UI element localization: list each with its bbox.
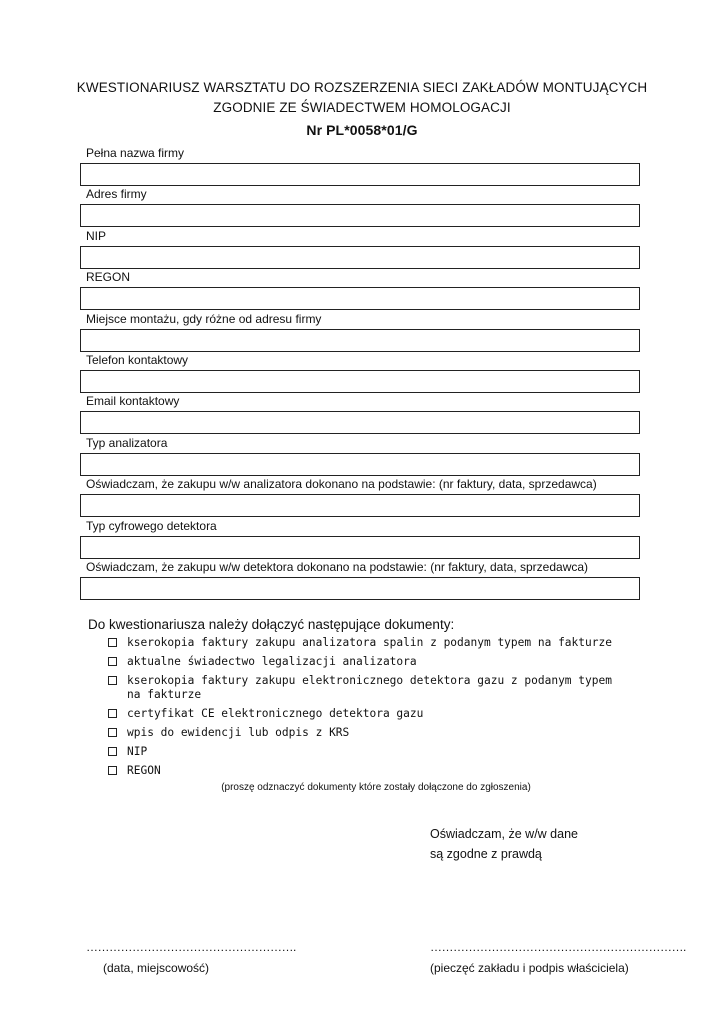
document-number: Nr PL*0058*01/G	[306, 122, 418, 138]
form-field	[80, 560, 640, 600]
field-input-box[interactable]	[80, 411, 640, 434]
document-checklist-item	[108, 674, 648, 702]
field-label: Oświadczam, że zakupu w/w analizatora dokonano na podstawie: (nr faktury, data, sprzedawca)	[86, 477, 597, 492]
field-input-box[interactable]	[80, 536, 640, 559]
document-checklist-item	[108, 707, 648, 721]
document-item-label: kserokopia faktury zakupu elektronicznego detektora gazu z podanym typem na fakturze	[127, 674, 612, 701]
field-label: Telefon kontaktowy	[86, 353, 189, 367]
form-field	[80, 146, 640, 186]
document-item-label: aktualne świadectwo legalizacji analizatora	[127, 655, 417, 668]
form-field	[80, 187, 640, 227]
field-input-box[interactable]	[80, 329, 640, 352]
checkbox-icon[interactable]	[108, 709, 117, 718]
document-item-label: certyfikat CE elektronicznego detektora gazu	[127, 707, 424, 720]
field-label: Oświadczam, że zakupu w/w detektora dokonano na podstawie: (nr faktury, data, sprzedawca)	[86, 560, 589, 574]
checkbox-icon[interactable]	[108, 638, 117, 647]
field-label: Email kontaktowy	[86, 394, 180, 409]
form-field	[80, 270, 640, 310]
field-input-box[interactable]	[80, 246, 640, 269]
checkbox-icon[interactable]	[108, 676, 117, 685]
declaration-line-2: są zgodne z prawdą	[430, 847, 542, 861]
document-checklist-item	[108, 726, 648, 740]
field-label: Adres firmy	[86, 187, 147, 202]
checkbox-icon[interactable]	[108, 747, 117, 756]
document-checklist-item	[108, 745, 648, 759]
date-place-caption: (data, miejscowość)	[103, 961, 210, 975]
date-place-signature-line: ……………………………………………….	[86, 940, 296, 954]
form-field	[80, 229, 640, 269]
field-label: NIP	[86, 228, 107, 243]
declaration-line-1: Oświadczam, że w/w dane	[430, 827, 578, 841]
document-checklist-item	[108, 636, 648, 650]
title-line-2: ZGODNIE ZE ŚWIADECTWEM HOMOLOGACJI	[213, 100, 511, 115]
field-input-box[interactable]	[80, 370, 640, 393]
field-label: Typ analizatora	[86, 435, 168, 450]
documents-heading: Do kwestionariusza należy dołączyć następujące dokumenty:	[88, 617, 455, 632]
form-field	[80, 477, 640, 517]
title-line-1: KWESTIONARIUSZ WARSZTATU DO ROZSZERZENIA SIECI ZAKŁADÓW MONTUJĄCYCH	[76, 80, 648, 95]
field-input-box[interactable]	[80, 163, 640, 186]
form-field	[80, 436, 640, 476]
document-item-label: kserokopia faktury zakupu analizatora spalin z podanym typem na fakturze	[127, 636, 612, 649]
document-item-label: wpis do ewidencji lub odpis z KRS	[127, 726, 350, 739]
checkbox-icon[interactable]	[108, 728, 117, 737]
stamp-signature-line: ………………………………………………………….	[430, 940, 686, 954]
field-label: Miejsce montażu, gdy różne od adresu firmy	[86, 311, 322, 326]
documents-note: (proszę odznaczyć dokumenty które zostały dołączone do zgłoszenia)	[221, 782, 531, 793]
document-checklist-item	[108, 655, 648, 669]
field-label: Pełna nazwa firmy	[86, 146, 185, 160]
field-input-box[interactable]	[80, 494, 640, 517]
checkbox-icon[interactable]	[108, 766, 117, 775]
stamp-signature-caption: (pieczęć zakładu i podpis właściciela)	[430, 961, 629, 975]
form-field	[80, 394, 640, 434]
field-input-box[interactable]	[80, 204, 640, 227]
document-checklist-item	[108, 764, 648, 778]
field-input-box[interactable]	[80, 577, 640, 600]
field-input-box[interactable]	[80, 453, 640, 476]
form-field	[80, 519, 640, 559]
field-label: Typ cyfrowego detektora	[86, 518, 217, 533]
document-item-label: REGON	[127, 764, 161, 777]
field-input-box[interactable]	[80, 287, 640, 310]
field-label: REGON	[86, 270, 131, 285]
document-item-label: NIP	[127, 745, 148, 758]
form-field	[80, 353, 640, 393]
documents-checklist	[108, 636, 648, 783]
form-field	[80, 312, 640, 352]
checkbox-icon[interactable]	[108, 657, 117, 666]
